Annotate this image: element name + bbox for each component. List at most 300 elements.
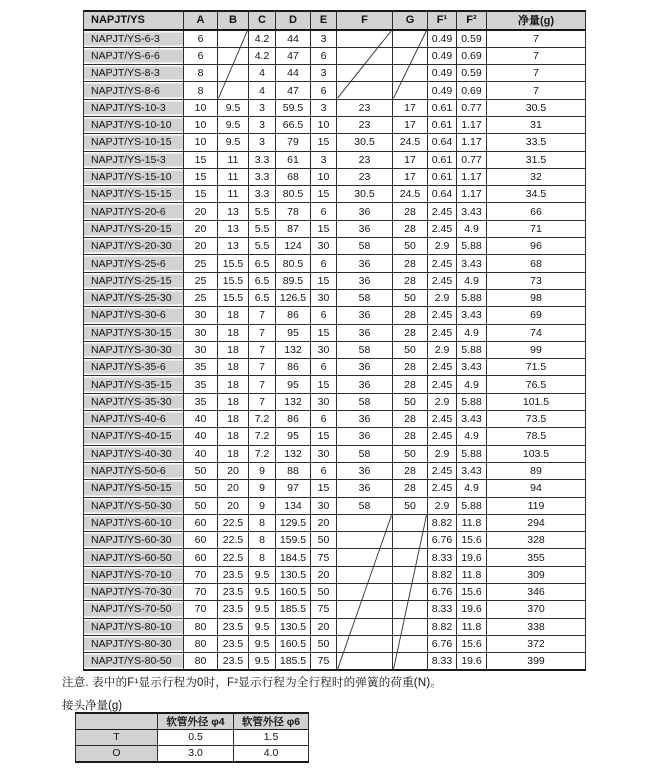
column-header: E [311, 11, 337, 30]
value-cell: 160.5 [276, 584, 311, 601]
value-cell: 75 [311, 549, 337, 566]
value-cell [337, 65, 393, 82]
value-cell: 30.5 [487, 99, 586, 116]
value-cell: 6 [184, 30, 218, 48]
table-row [84, 445, 586, 462]
value-cell: 17 [393, 151, 428, 168]
value-cell: 7.2 [249, 445, 276, 462]
value-cell: 8.33 [428, 549, 457, 566]
value-cell: 6 [311, 411, 337, 428]
value-cell: 2.45 [428, 411, 457, 428]
value-cell: 35 [184, 359, 218, 376]
joint-weight-section [75, 712, 309, 763]
row-label-cell: NAPJT/YS-25-15 [84, 272, 184, 289]
row-label-cell: NAPJT/YS-25-30 [84, 289, 184, 306]
value-cell: 3.43 [457, 359, 487, 376]
value-cell: 24.5 [393, 186, 428, 203]
value-cell [393, 30, 428, 48]
spec-table-body [84, 30, 586, 671]
value-cell: 3 [311, 151, 337, 168]
spec-table [83, 10, 586, 671]
value-cell: 15 [311, 376, 337, 393]
value-cell: 3 [249, 134, 276, 151]
value-cell: 6 [184, 47, 218, 64]
value-cell: 23 [337, 151, 393, 168]
value-cell: 18 [218, 411, 249, 428]
value-cell: 68 [487, 255, 586, 272]
column-header: C [249, 11, 276, 30]
value-cell: 80.5 [276, 186, 311, 203]
value-cell: 129.5 [276, 514, 311, 531]
row-label-cell: NAPJT/YS-40-6 [84, 411, 184, 428]
value-cell [393, 653, 428, 671]
value-cell: 50 [393, 393, 428, 410]
value-cell: 17 [393, 116, 428, 133]
value-cell: 95 [276, 376, 311, 393]
value-cell: 3 [311, 65, 337, 82]
row-label-cell: NAPJT/YS-70-30 [84, 584, 184, 601]
value-cell: 58 [337, 445, 393, 462]
value-cell [393, 47, 428, 64]
value-cell: 4.9 [457, 428, 487, 445]
value-cell: 9.5 [218, 99, 249, 116]
value-cell: 95 [276, 324, 311, 341]
value-cell: 0.49 [428, 30, 457, 48]
row-label-cell: NAPJT/YS-30-15 [84, 324, 184, 341]
value-cell: 132 [276, 445, 311, 462]
value-cell [218, 82, 249, 99]
value-cell: 28 [393, 324, 428, 341]
value-cell: 23.5 [218, 601, 249, 618]
value-cell: 50 [311, 584, 337, 601]
value-cell: 2.45 [428, 272, 457, 289]
value-cell: 3.3 [249, 151, 276, 168]
row-label-cell: NAPJT/YS-50-6 [84, 462, 184, 479]
value-cell: 2.45 [428, 203, 457, 220]
value-cell: 18 [218, 324, 249, 341]
value-cell: 1.17 [457, 116, 487, 133]
row-label-cell: NAPJT/YS-10-10 [84, 116, 184, 133]
value-cell [393, 514, 428, 531]
value-cell: 9.5 [249, 635, 276, 652]
value-cell: 0.49 [428, 47, 457, 64]
value-cell: 2.45 [428, 376, 457, 393]
value-cell: 17 [393, 99, 428, 116]
value-cell [393, 65, 428, 82]
value-cell: 17 [393, 168, 428, 185]
table-row [84, 134, 586, 151]
table-row [76, 745, 309, 761]
row-label-cell: NAPJT/YS-6-6 [84, 47, 184, 64]
value-cell [393, 618, 428, 635]
value-cell: 3 [311, 30, 337, 48]
row-label-cell: NAPJT/YS-70-50 [84, 601, 184, 618]
table-row [84, 584, 586, 601]
value-cell: 36 [337, 203, 393, 220]
value-cell: 11.8 [457, 618, 487, 635]
value-cell: 25 [184, 272, 218, 289]
value-cell: 47 [276, 82, 311, 99]
value-cell: 6.76 [428, 635, 457, 652]
value-cell: 86 [276, 359, 311, 376]
table-row [84, 341, 586, 358]
value-cell: 6.76 [428, 584, 457, 601]
value-cell: 99 [487, 341, 586, 358]
value-cell: 80.5 [276, 255, 311, 272]
value-cell: 50 [393, 341, 428, 358]
value-cell: 10 [311, 168, 337, 185]
row-label-cell: NAPJT/YS-20-15 [84, 220, 184, 237]
value-cell: 50 [393, 445, 428, 462]
value-cell [337, 30, 393, 48]
value-cell [393, 532, 428, 549]
row-label-cell: NAPJT/YS-60-50 [84, 549, 184, 566]
row-label-cell: NAPJT/YS-35-30 [84, 393, 184, 410]
value-cell: 74 [487, 324, 586, 341]
table-row [84, 238, 586, 255]
value-cell: 5.88 [457, 497, 487, 514]
column-header [76, 713, 158, 730]
value-cell: 7 [249, 393, 276, 410]
value-cell: 66.5 [276, 116, 311, 133]
value-cell [393, 635, 428, 652]
value-cell: 3 [249, 116, 276, 133]
value-cell: 11.8 [457, 514, 487, 531]
value-cell: 15.5 [218, 289, 249, 306]
value-cell: 11.8 [457, 566, 487, 583]
value-cell: 60 [184, 514, 218, 531]
row-label-cell: NAPJT/YS-15-3 [84, 151, 184, 168]
value-cell: 36 [337, 255, 393, 272]
value-cell: 4.0 [234, 745, 309, 761]
value-cell: 6.5 [249, 255, 276, 272]
value-cell: 66 [487, 203, 586, 220]
table-row [84, 220, 586, 237]
value-cell [393, 549, 428, 566]
value-cell: 3.43 [457, 462, 487, 479]
column-header: B [218, 11, 249, 30]
row-label-cell: NAPJT/YS-8-6 [84, 82, 184, 99]
value-cell: 5.5 [249, 220, 276, 237]
value-cell: 8.82 [428, 618, 457, 635]
table-row [84, 324, 586, 341]
column-header: F [337, 11, 393, 30]
row-label-cell: T [76, 730, 158, 746]
value-cell: 28 [393, 203, 428, 220]
row-label-cell: NAPJT/YS-35-6 [84, 359, 184, 376]
value-cell: 2.9 [428, 289, 457, 306]
value-cell: 36 [337, 359, 393, 376]
value-cell: 15.6 [457, 635, 487, 652]
value-cell: 18 [218, 428, 249, 445]
value-cell: 15.6 [457, 532, 487, 549]
value-cell: 32 [487, 168, 586, 185]
value-cell [337, 532, 393, 549]
value-cell: 25 [184, 255, 218, 272]
value-cell: 9.5 [249, 584, 276, 601]
value-cell: 132 [276, 393, 311, 410]
value-cell: 69 [487, 307, 586, 324]
value-cell: 75 [311, 601, 337, 618]
value-cell [337, 618, 393, 635]
value-cell: 7 [487, 65, 586, 82]
value-cell: 7 [487, 30, 586, 48]
value-cell: 6 [311, 47, 337, 64]
value-cell: 5.88 [457, 445, 487, 462]
value-cell: 9.5 [249, 653, 276, 671]
row-label-cell: NAPJT/YS-40-15 [84, 428, 184, 445]
column-header: 净量(g) [487, 11, 586, 30]
value-cell: 9 [249, 462, 276, 479]
value-cell: 20 [311, 566, 337, 583]
value-cell: 50 [184, 497, 218, 514]
value-cell: 30 [311, 238, 337, 255]
value-cell: 101.5 [487, 393, 586, 410]
table-row [84, 203, 586, 220]
value-cell [337, 549, 393, 566]
value-cell: 30 [311, 497, 337, 514]
value-cell: 8.33 [428, 653, 457, 671]
value-cell: 399 [487, 653, 586, 671]
value-cell: 11 [218, 151, 249, 168]
value-cell: 36 [337, 272, 393, 289]
value-cell: 89 [487, 462, 586, 479]
value-cell: 35 [184, 376, 218, 393]
value-cell: 8 [249, 532, 276, 549]
value-cell: 6 [311, 255, 337, 272]
value-cell [393, 566, 428, 583]
value-cell: 30 [311, 393, 337, 410]
value-cell: 132 [276, 341, 311, 358]
value-cell: 22.5 [218, 549, 249, 566]
value-cell: 78 [276, 203, 311, 220]
value-cell: 10 [311, 116, 337, 133]
value-cell: 7 [487, 47, 586, 64]
value-cell: 50 [393, 497, 428, 514]
value-cell: 36 [337, 411, 393, 428]
value-cell: 30.5 [337, 186, 393, 203]
value-cell: 58 [337, 238, 393, 255]
value-cell: 36 [337, 480, 393, 497]
value-cell: 20 [184, 203, 218, 220]
value-cell: 185.5 [276, 601, 311, 618]
value-cell: 23 [337, 168, 393, 185]
value-cell: 23.5 [218, 653, 249, 671]
row-label-cell: NAPJT/YS-60-30 [84, 532, 184, 549]
value-cell: 185.5 [276, 653, 311, 671]
value-cell: 5.88 [457, 393, 487, 410]
value-cell: 23.5 [218, 618, 249, 635]
value-cell: 58 [337, 497, 393, 514]
value-cell: 18 [218, 445, 249, 462]
column-header: D [276, 11, 311, 30]
value-cell: 30 [311, 289, 337, 306]
value-cell: 6 [311, 82, 337, 99]
value-cell [218, 65, 249, 82]
header-row [84, 11, 586, 30]
value-cell: 20 [184, 220, 218, 237]
value-cell [337, 653, 393, 671]
value-cell: 7 [249, 307, 276, 324]
value-cell: 94 [487, 480, 586, 497]
value-cell: 28 [393, 220, 428, 237]
value-cell: 15 [184, 151, 218, 168]
value-cell: 68 [276, 168, 311, 185]
value-cell: 2.45 [428, 462, 457, 479]
value-cell: 28 [393, 307, 428, 324]
value-cell: 50 [393, 238, 428, 255]
value-cell: 0.49 [428, 82, 457, 99]
value-cell: 4 [249, 82, 276, 99]
header-row [76, 713, 309, 730]
value-cell [393, 601, 428, 618]
value-cell: 4.9 [457, 272, 487, 289]
value-cell: 70 [184, 566, 218, 583]
value-cell [337, 47, 393, 64]
value-cell: 19.6 [457, 549, 487, 566]
value-cell: 70 [184, 584, 218, 601]
value-cell: 28 [393, 411, 428, 428]
value-cell: 30 [184, 324, 218, 341]
value-cell: 28 [393, 272, 428, 289]
row-label-cell: NAPJT/YS-8-3 [84, 65, 184, 82]
value-cell: 2.45 [428, 324, 457, 341]
value-cell: 2.45 [428, 359, 457, 376]
value-cell: 58 [337, 341, 393, 358]
row-label-cell: NAPJT/YS-15-10 [84, 168, 184, 185]
value-cell: 59.5 [276, 99, 311, 116]
value-cell: 0.64 [428, 186, 457, 203]
joint-table-body [76, 730, 309, 762]
value-cell: 9.5 [218, 134, 249, 151]
value-cell [393, 82, 428, 99]
value-cell: 40 [184, 445, 218, 462]
value-cell: 76.5 [487, 376, 586, 393]
row-label-cell: NAPJT/YS-10-3 [84, 99, 184, 116]
value-cell: 0.59 [457, 65, 487, 82]
value-cell: 9.5 [218, 116, 249, 133]
table-row [84, 566, 586, 583]
value-cell: 3.3 [249, 168, 276, 185]
value-cell: 28 [393, 376, 428, 393]
value-cell: 15.6 [457, 584, 487, 601]
value-cell: 2.9 [428, 341, 457, 358]
value-cell: 20 [218, 462, 249, 479]
value-cell: 6.76 [428, 532, 457, 549]
value-cell: 20 [184, 238, 218, 255]
value-cell: 15 [311, 324, 337, 341]
value-cell: 15 [311, 220, 337, 237]
value-cell: 44 [276, 30, 311, 48]
value-cell: 8 [249, 514, 276, 531]
value-cell: 36 [337, 220, 393, 237]
value-cell: 4.9 [457, 480, 487, 497]
value-cell: 7 [249, 341, 276, 358]
value-cell: 7 [487, 82, 586, 99]
value-cell: 3.0 [158, 745, 234, 761]
table-row [84, 532, 586, 549]
value-cell: 9.5 [249, 618, 276, 635]
value-cell: 18 [218, 341, 249, 358]
value-cell: 19.6 [457, 653, 487, 671]
value-cell: 44 [276, 65, 311, 82]
value-cell: 134 [276, 497, 311, 514]
value-cell: 3 [311, 99, 337, 116]
value-cell: 5.5 [249, 203, 276, 220]
value-cell: 0.61 [428, 99, 457, 116]
value-cell: 28 [393, 462, 428, 479]
value-cell: 6.5 [249, 272, 276, 289]
table-row [84, 618, 586, 635]
value-cell: 0.61 [428, 168, 457, 185]
row-label-cell: NAPJT/YS-80-30 [84, 635, 184, 652]
value-cell: 13 [218, 238, 249, 255]
value-cell: 25 [184, 289, 218, 306]
value-cell: 8.82 [428, 566, 457, 583]
value-cell: 3.43 [457, 411, 487, 428]
value-cell: 2.45 [428, 307, 457, 324]
value-cell: 294 [487, 514, 586, 531]
value-cell: 50 [393, 289, 428, 306]
value-cell: 4.9 [457, 220, 487, 237]
value-cell: 184.5 [276, 549, 311, 566]
value-cell: 6 [311, 203, 337, 220]
value-cell: 15 [311, 428, 337, 445]
table-row [84, 549, 586, 566]
table-row [84, 65, 586, 82]
value-cell: 86 [276, 307, 311, 324]
value-cell: 2.45 [428, 428, 457, 445]
value-cell: 58 [337, 289, 393, 306]
value-cell: 119 [487, 497, 586, 514]
row-label-cell: NAPJT/YS-10-15 [84, 134, 184, 151]
value-cell: 73.5 [487, 411, 586, 428]
value-cell: 8.82 [428, 514, 457, 531]
value-cell: 2.9 [428, 497, 457, 514]
value-cell: 18 [218, 393, 249, 410]
value-cell: 40 [184, 411, 218, 428]
value-cell: 3 [249, 99, 276, 116]
value-cell: 15.5 [218, 255, 249, 272]
value-cell: 50 [311, 635, 337, 652]
column-header: NAPJT/YS [84, 11, 184, 30]
value-cell: 4.2 [249, 47, 276, 64]
value-cell: 9.5 [249, 601, 276, 618]
value-cell: 10 [184, 134, 218, 151]
value-cell: 2.45 [428, 220, 457, 237]
value-cell [337, 601, 393, 618]
row-label-cell: NAPJT/YS-35-15 [84, 376, 184, 393]
value-cell: 130.5 [276, 566, 311, 583]
value-cell [337, 566, 393, 583]
value-cell [337, 635, 393, 652]
value-cell: 6 [311, 462, 337, 479]
value-cell: 328 [487, 532, 586, 549]
value-cell: 5.88 [457, 289, 487, 306]
column-header: F² [457, 11, 487, 30]
value-cell: 23.5 [218, 584, 249, 601]
value-cell: 75 [311, 653, 337, 671]
row-label-cell: O [76, 745, 158, 761]
value-cell: 5.5 [249, 238, 276, 255]
table-row [84, 514, 586, 531]
table-row [84, 186, 586, 203]
table-row [84, 411, 586, 428]
value-cell: 15.5 [218, 272, 249, 289]
value-cell: 9.5 [249, 566, 276, 583]
value-cell: 18 [218, 307, 249, 324]
value-cell: 28 [393, 480, 428, 497]
